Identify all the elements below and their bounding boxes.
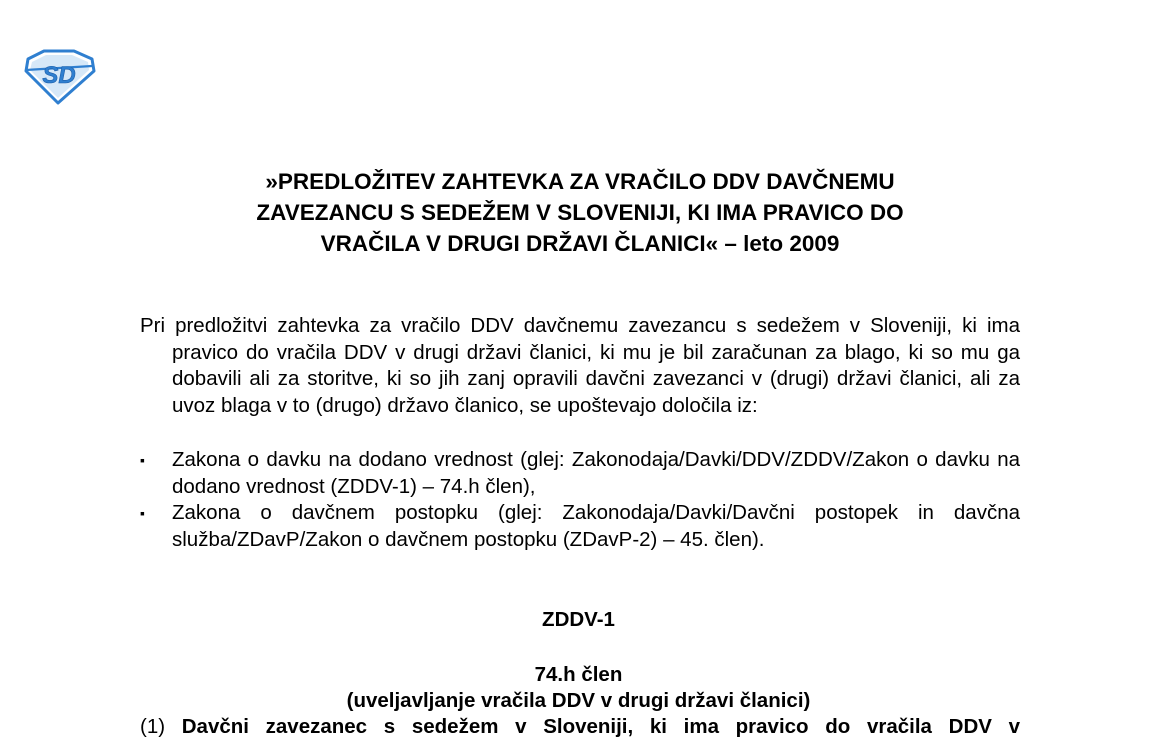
- title-line-3: VRAČILA V DRUGI DRŽAVI ČLANICI« – leto 2009: [320, 231, 840, 256]
- logo-text: SD: [42, 62, 76, 89]
- paragraph-number: (1): [140, 715, 166, 738]
- paragraph-text: Davčni zavezanec s sedežem v Sloveniji, ki ima pravico do vračila DDV v: [181, 715, 1020, 738]
- article-heading: [0, 662, 1157, 714]
- article-number: 74.h člen: [534, 663, 623, 686]
- title-line-2: ZAVEZANCU S SEDEŽEM V SLOVENIJI, KI IMA PRAVICO DO: [256, 200, 904, 225]
- reference-list: [140, 447, 1020, 553]
- list-item: [140, 500, 1020, 553]
- bullet-icon: ▪: [140, 452, 145, 468]
- list-item: [140, 447, 1020, 500]
- list-item-text: Zakona o davčnem postopku (glej: Zakonodaja/Davki/Davčni postopek in davčna služba/ZDavP/Zakon o davčnem postopku (ZDavP-2) – 45. člen).: [172, 501, 1020, 551]
- bullet-icon: ▪: [140, 505, 145, 521]
- article-subtitle: (uveljavljanje vračila DDV v drugi državi članici): [346, 689, 811, 712]
- title-line-1: »PREDLOŽITEV ZAHTEVKA ZA VRAČILO DDV DAVČNEMU: [265, 169, 895, 194]
- logo-icon: [22, 49, 96, 105]
- article-paragraph: [140, 714, 1020, 740]
- intro-text: Pri predložitvi zahtevka za vračilo DDV davčnemu zavezancu s sedežem v Sloveniji, ki ima pravico do vračila DDV v drugi državi članici, ki mu je bil zaračunan za blago, ki so mu ga dobavili ali za storitve, ki so jih zanj opravili davčni zavezanci v (drugi) državi članici, ali za uvoz blaga v to (drugo) državo članico, se upoštevajo določila iz:: [140, 314, 1020, 417]
- list-item-text: Zakona o davku na dodano vrednost (glej: Zakonodaja/Davki/DDV/ZDDV/Zakon o davku na dodano vrednost (ZDDV-1) – 74.h člen),: [172, 448, 1020, 498]
- section-heading: ZDDV-1: [542, 608, 615, 631]
- page-title: [150, 166, 1010, 259]
- intro-paragraph: [140, 313, 1020, 419]
